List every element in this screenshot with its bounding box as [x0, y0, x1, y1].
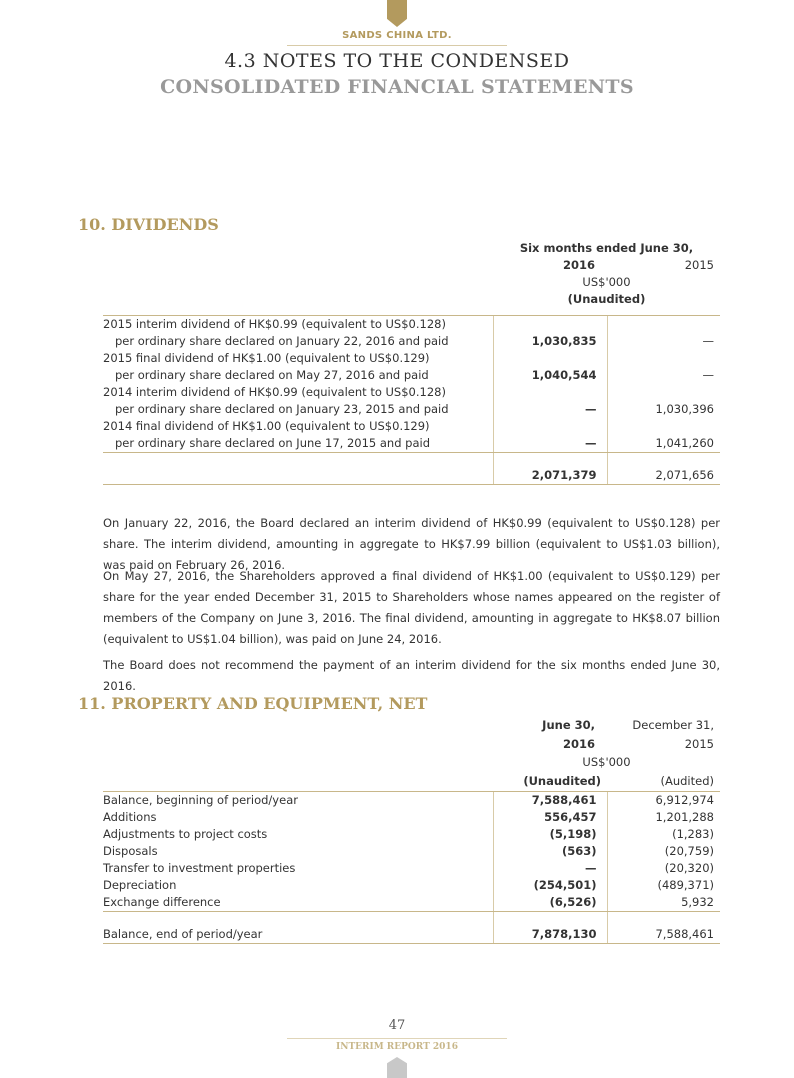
total-2016: 2,071,379	[493, 467, 607, 485]
period-header: Six months ended June 30,	[519, 241, 694, 255]
paragraph: On January 22, 2016, the Board declared an interim dividend of HK$0.99 (equivalent to US$0.128) per share. The interim dividend, amounting in aggregate to HK$7.99 billion (equivalent to US$1.03 billion), was paid on February 26, 2016.	[103, 516, 720, 572]
col-2015: 2015	[684, 258, 714, 272]
footer-report-title: INTERIM REPORT 2016	[336, 1042, 458, 1052]
dividends-table: 2015 interim dividend of HK$0.99 (equivalent to US$0.128) per ordinary share declared on January 22, 2016 and paid 1,030,835 — 2015 final dividend of HK$1.00 (equivalent to US$0.129) per ordinary share declared on May 27, 2016 and paid 1,040,544 — 2014 interim dividend of HK$0.99 (equivalent to US$0.128) per ordinary share declared on January 23, 2015 and paid — 1,030,396 2014 final dividend of HK$1.00 (equivalent to US$0.129) per ordinary share declared on June 17, 2015 and paid — 1,041,260 2,071,379 2,071,656	[103, 315, 720, 485]
top-bookmark-icon	[387, 0, 407, 27]
bottom-bookmark-icon	[387, 1057, 407, 1078]
property-table: Balance, beginning of period/year 7,588,461 6,912,974 Additions 556,457 1,201,288 Adjustments to project costs (5,198) (1,283) Disposals (563) (20,759) Transfer to investment properties — (20,320) Depreciation (254,501) (489,371) Exchange difference (6,526) 5,932 Balance, end of period/year 7,878,130 7,588,461	[103, 791, 720, 944]
status-label: (Unaudited)	[567, 292, 646, 306]
page-subtitle: CONSOLIDATED FINANCIAL STATEMENTS	[160, 76, 634, 98]
page-number: 47	[388, 1018, 406, 1033]
divider	[287, 1038, 507, 1039]
unit-label: US$'000	[582, 275, 631, 289]
paragraph: On May 27, 2016, the Shareholders approved a final dividend of HK$1.00 (equivalent to US$0.129) per share for the year ended December 31, 2015 to Shareholders whose names appeared on the register of members of the Company on June 3, 2016. The final dividend, amounting in aggregate to HK$8.07 billion (equivalent to US$1.04 billion), was paid on June 24, 2016.	[103, 569, 720, 646]
section-heading-property: 11. PROPERTY AND EQUIPMENT, NET	[78, 694, 428, 713]
brand-name: SANDS CHINA LTD.	[342, 30, 452, 41]
col-2016: 2016	[562, 258, 595, 272]
paragraph: The Board does not recommend the payment of an interim dividend for the six months ended June 30, 2016.	[103, 658, 720, 693]
page-title: 4.3 NOTES TO THE CONDENSED	[224, 50, 570, 72]
section-heading-dividends: 10. DIVIDENDS	[78, 215, 219, 234]
divider	[287, 45, 507, 46]
total-2015: 2,071,656	[607, 467, 720, 485]
